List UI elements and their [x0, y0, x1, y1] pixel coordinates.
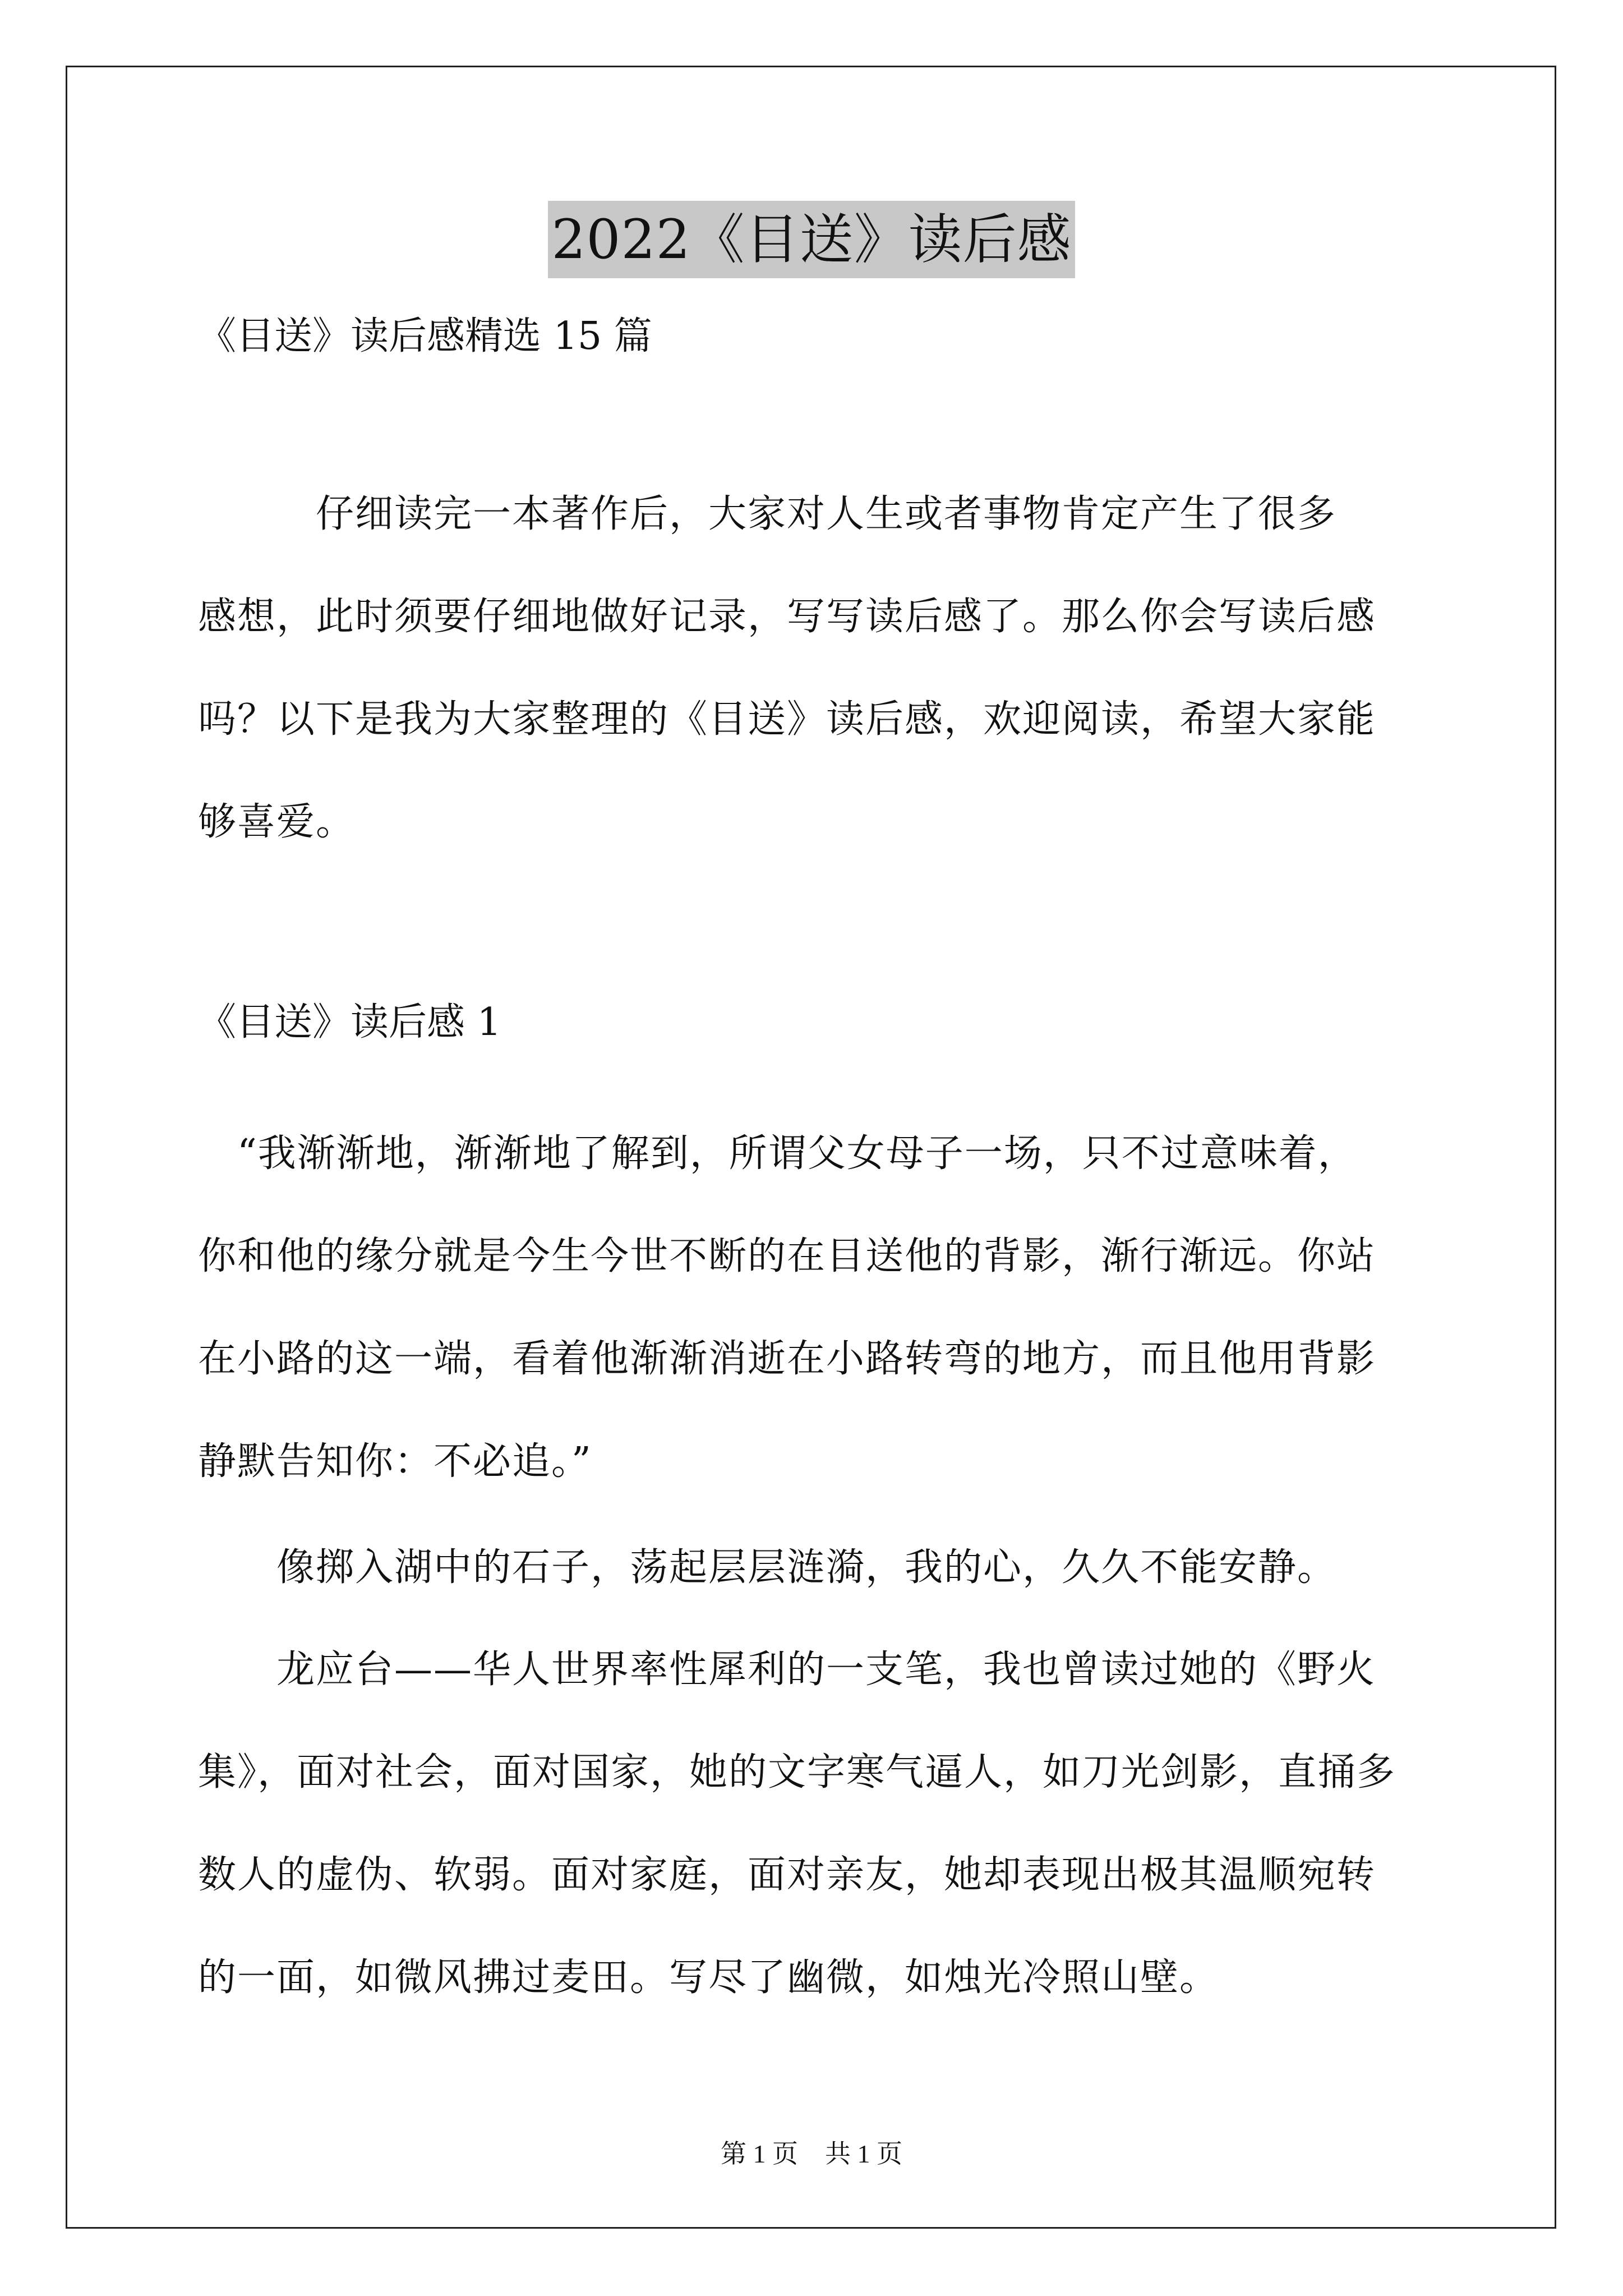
page-footer: [0, 2137, 1623, 2171]
author-line: 集》，面对社会，面对国家，她的文字寒气逼人，如刀光剑影，直捅多: [198, 1750, 1396, 1795]
quote-line: 你和他的缘分就是今生今世不断的在目送他的背影，渐行渐远。你站: [198, 1234, 1376, 1278]
document-title: 2022《目送》读后感: [548, 201, 1075, 278]
intro-line: 吗？以下是我为大家整理的《目送》读后感，欢迎阅读，希望大家能: [198, 697, 1376, 742]
page-number: 第 1 页: [721, 2139, 798, 2168]
intro-paragraph: [198, 463, 1432, 873]
author-paragraph: [198, 1618, 1432, 2029]
author-line: 龙应台——华人世界率性犀利的一支笔，我也曾读过她的《野火: [198, 1648, 1376, 1692]
section-heading: 《目送》读后感 1: [198, 1000, 501, 1045]
quote-line: 在小路的这一端，看着他渐渐消逝在小路转弯的地方，而且他用背影: [198, 1337, 1376, 1381]
quote-line: 静默告知你：不必追。”: [198, 1439, 592, 1484]
stone-line: 像掷入湖中的石子，荡起层层涟漪，我的心，久久不能安静。: [198, 1545, 1337, 1590]
author-line: 的一面，如微风拂过麦田。写尽了幽微，如烛光冷照山壁。: [198, 1955, 1219, 2000]
quote-line: “我渐渐地，渐渐地了解到，所谓父女母子一场，只不过意味着，: [198, 1131, 1357, 1176]
stone-paragraph: [198, 1516, 1432, 1619]
document-subtitle: 《目送》读后感精选 15 篇: [198, 314, 652, 358]
intro-line: 感想，此时须要仔细地做好记录，写写读后感了。那么你会写读后感: [198, 595, 1376, 639]
quote-paragraph: [198, 1102, 1432, 1513]
author-line: 数人的虚伪、软弱。面对家庭，面对亲友，她却表现出极其温顺宛转: [198, 1853, 1376, 1897]
intro-line: 仔细读完一本著作后，大家对人生或者事物肯定产生了很多: [198, 492, 1337, 536]
intro-line: 够喜爱。: [198, 800, 356, 844]
page-total: 共 1 页: [825, 2139, 902, 2168]
title-wrap: [0, 201, 1623, 278]
